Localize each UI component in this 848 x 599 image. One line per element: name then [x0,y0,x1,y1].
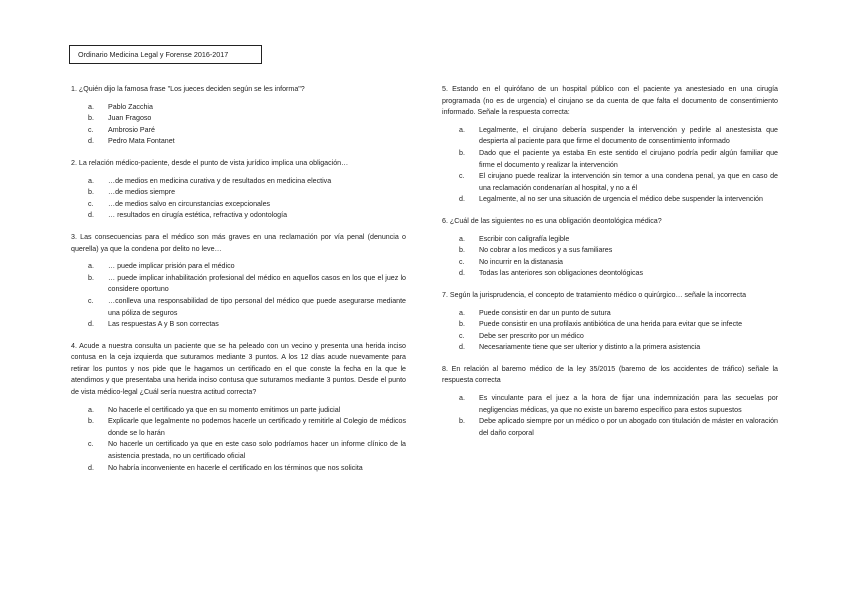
answer-option [71,187,406,199]
option-text: Debe aplicado siempre por un médico o por un abogado con titulación de máster en valoración del daño corporal [479,417,778,437]
option-text: Ambrosio Paré [108,125,155,134]
question-5 [442,84,778,206]
answer-option [71,273,406,296]
answer-option [71,319,406,331]
option-text: … resultados en cirugía estética, refractiva y odontología [108,211,288,220]
option-letter: a. [459,234,465,243]
answer-option [71,463,406,475]
answer-option [442,319,778,331]
option-letter: a. [88,102,94,111]
option-text: No habría inconveniente en hacerle el certificado en los términos que nos solicita [108,463,363,472]
question-1 [71,84,406,148]
question-text: 2. La relación médico-paciente, desde el punto de vista jurídico implica una obligación… [71,158,349,167]
answer-options [442,393,778,439]
option-letter: b. [459,148,465,157]
option-text: Necesariamente tiene que ser ulterior y distinto a la primera asistencia [479,343,701,352]
option-letter: a. [459,125,465,134]
option-text: …de medios siempre [108,188,176,197]
document-title: Ordinario Medicina Legal y Forense 2016-2017 [78,50,229,59]
option-letter: c. [459,172,465,181]
question-text: 5. Estando en el quirófano de un hospital público con el paciente ya anestesiado en una cirugía programada (no es de urgencia) el cirujano se da cuenta de que falta el documento de consentimiento informado. Señale la respuesta correcta: [442,85,778,117]
question-4 [71,341,406,475]
option-text: No cobrar a los medicos y a sus familiares [479,246,613,255]
question-3 [71,232,406,331]
option-letter: d. [459,195,465,204]
option-text: No incurrir en la distanasia [479,257,563,266]
option-letter: a. [88,176,94,185]
option-text: … puede implicar inhabilitación profesional del médico en aquellos casos en los que el juez lo considere oportuno [108,273,406,294]
question-text: 3. Las consecuencias para el médico son más graves en una reclamación por vía penal (denuncia o querella) ya que la condena por delito no leve… [71,232,406,253]
option-letter: b. [459,320,465,329]
option-text: Las respuestas A y B son correctas [108,320,219,329]
option-letter: d. [459,343,465,352]
answer-option [442,268,778,280]
answer-option [71,136,406,148]
option-letter: a. [459,394,465,403]
answer-options [71,176,406,222]
answer-option [71,439,406,462]
question-7 [442,290,778,354]
option-letter: c. [88,199,94,208]
option-letter: b. [88,273,94,282]
answer-option [71,199,406,211]
answer-options [442,234,778,280]
option-letter: b. [88,417,94,426]
option-text: Explicarle que legalmente no podemos hacerle un certificado y remitirle al Colegio de médicos donde se lo harán [108,417,406,437]
option-letter: b. [88,114,94,123]
question-text: 4. Acude a nuestra consulta un paciente que se ha peleado con un vecino y presenta una herida inciso contusa en la ceja izquierda que suturamos mediante 3 puntos. A los 12 días acude nuevamente para retirar los puntos y nos pide que le hagamos un certificado en el que conste la fecha en la que le atendimos y que presentaba una herida inciso contusa que suturamos mediante 3 puntos. Desde el punto de vista médico-legal ¿Cuál sería nuestra actitud correcta? [71,341,406,397]
option-text: … puede implicar prisión para el médico [108,262,235,271]
option-text: No hacerle el certificado ya que en su momento emitimos un parte judicial [108,405,341,414]
answer-options [442,125,778,206]
option-text: Legalmente, al no ser una situación de urgencia el médico debe suspender la intervención [479,195,763,204]
option-letter: d. [459,269,465,278]
option-text: Juan Fragoso [108,114,152,123]
answer-option [71,176,406,188]
answer-option [442,393,778,416]
answer-option [71,125,406,137]
option-letter: b. [88,188,94,197]
option-text: Puede consistir en una profilaxis antibiótica de una herida para evitar que se infecte [479,320,743,329]
option-text: …de medios salvo en circunstancias excepcionales [108,199,271,208]
answer-options [71,102,406,148]
answer-option [71,210,406,222]
question-2 [71,158,406,222]
option-letter: d. [88,211,94,220]
option-text: Es vinculante para el juez a la hora de fijar una indemnización para las secuelas por negligencias médicas, ya que no existe un baremo específico para estos supuestos [479,394,778,414]
option-letter: a. [459,308,465,317]
question-8 [442,364,778,440]
answer-option [442,125,778,148]
answer-option [442,194,778,206]
option-letter: c. [88,440,94,449]
option-text: Pedro Mata Fontanet [108,137,175,146]
answer-options [71,261,406,331]
question-text: 8. En relación al baremo médico de la ley 35/2015 (baremo de los accidentes de tráfico) señale la respuesta correcta [442,364,778,385]
question-text: 7. Según la jurisprudencia, el concepto de tratamiento médico o quirúrgico… señale la incorrecta [442,290,747,299]
option-text: Dado que el paciente ya estaba En este sentido el cirujano podría pedir algún familiar que firme el documento y realizar la intervención [479,148,778,169]
option-letter: c. [459,331,465,340]
option-letter: d. [88,463,94,472]
option-letter: a. [88,262,94,271]
answer-option [71,102,406,114]
option-text: El cirujano puede realizar la intervención sin temor a una condena penal, ya que en caso de una reclamación condenarían al hospital, y no a él [479,172,778,192]
answer-options [442,308,778,354]
option-text: Legalmente, el cirujano debería suspender la intervención y pedirle al anestesista que despierta al paciente para que firme el documento de consentimiento informado [479,125,778,146]
answer-option [442,148,778,171]
answer-option [71,416,406,439]
answer-option [442,257,778,269]
option-text: Debe ser prescrito por un médico [479,331,584,340]
option-letter: c. [459,257,465,266]
question-6 [442,216,778,280]
document-header-box [69,45,262,64]
option-letter: b. [459,246,465,255]
option-letter: d. [88,137,94,146]
answer-option [442,234,778,246]
option-letter: a. [88,405,94,414]
answer-option [71,405,406,417]
option-letter: b. [459,417,465,426]
answer-options [71,405,406,475]
answer-option [442,331,778,343]
option-letter: c. [88,296,94,305]
answer-option [71,261,406,273]
answer-option [442,171,778,194]
option-text: Puede consistir en dar un punto de sutura [479,308,611,317]
option-text: …conlleva una responsabilidad de tipo personal del médico que puede asegurarse mediante una póliza de seguros [108,296,406,317]
option-text: …de medios en medicina curativa y de resultados en medicina electiva [108,176,332,185]
answer-option [71,113,406,125]
answer-option [442,342,778,354]
answer-option [442,308,778,320]
option-text: Escribir con caligrafía legible [479,234,570,243]
answer-option [71,296,406,319]
answer-option [442,416,778,439]
option-letter: c. [88,125,94,134]
option-text: Todas las anteriores son obligaciones deontológicas [479,269,644,278]
question-text: 1. ¿Quién dijo la famosa frase "Los jueces deciden según se les informa"? [71,85,305,93]
option-letter: d. [88,320,94,329]
option-text: Pablo Zacchia [108,102,153,111]
question-text: 6. ¿Cuál de las siguientes no es una obligación deontológica médica? [442,216,662,225]
answer-option [442,245,778,257]
option-text: No hacerle un certificado ya que en este caso solo podríamos hacer un informe clínico de la asistencia prestada, no un certificado oficial [108,440,406,461]
left-column [71,84,406,484]
right-column [442,84,778,449]
